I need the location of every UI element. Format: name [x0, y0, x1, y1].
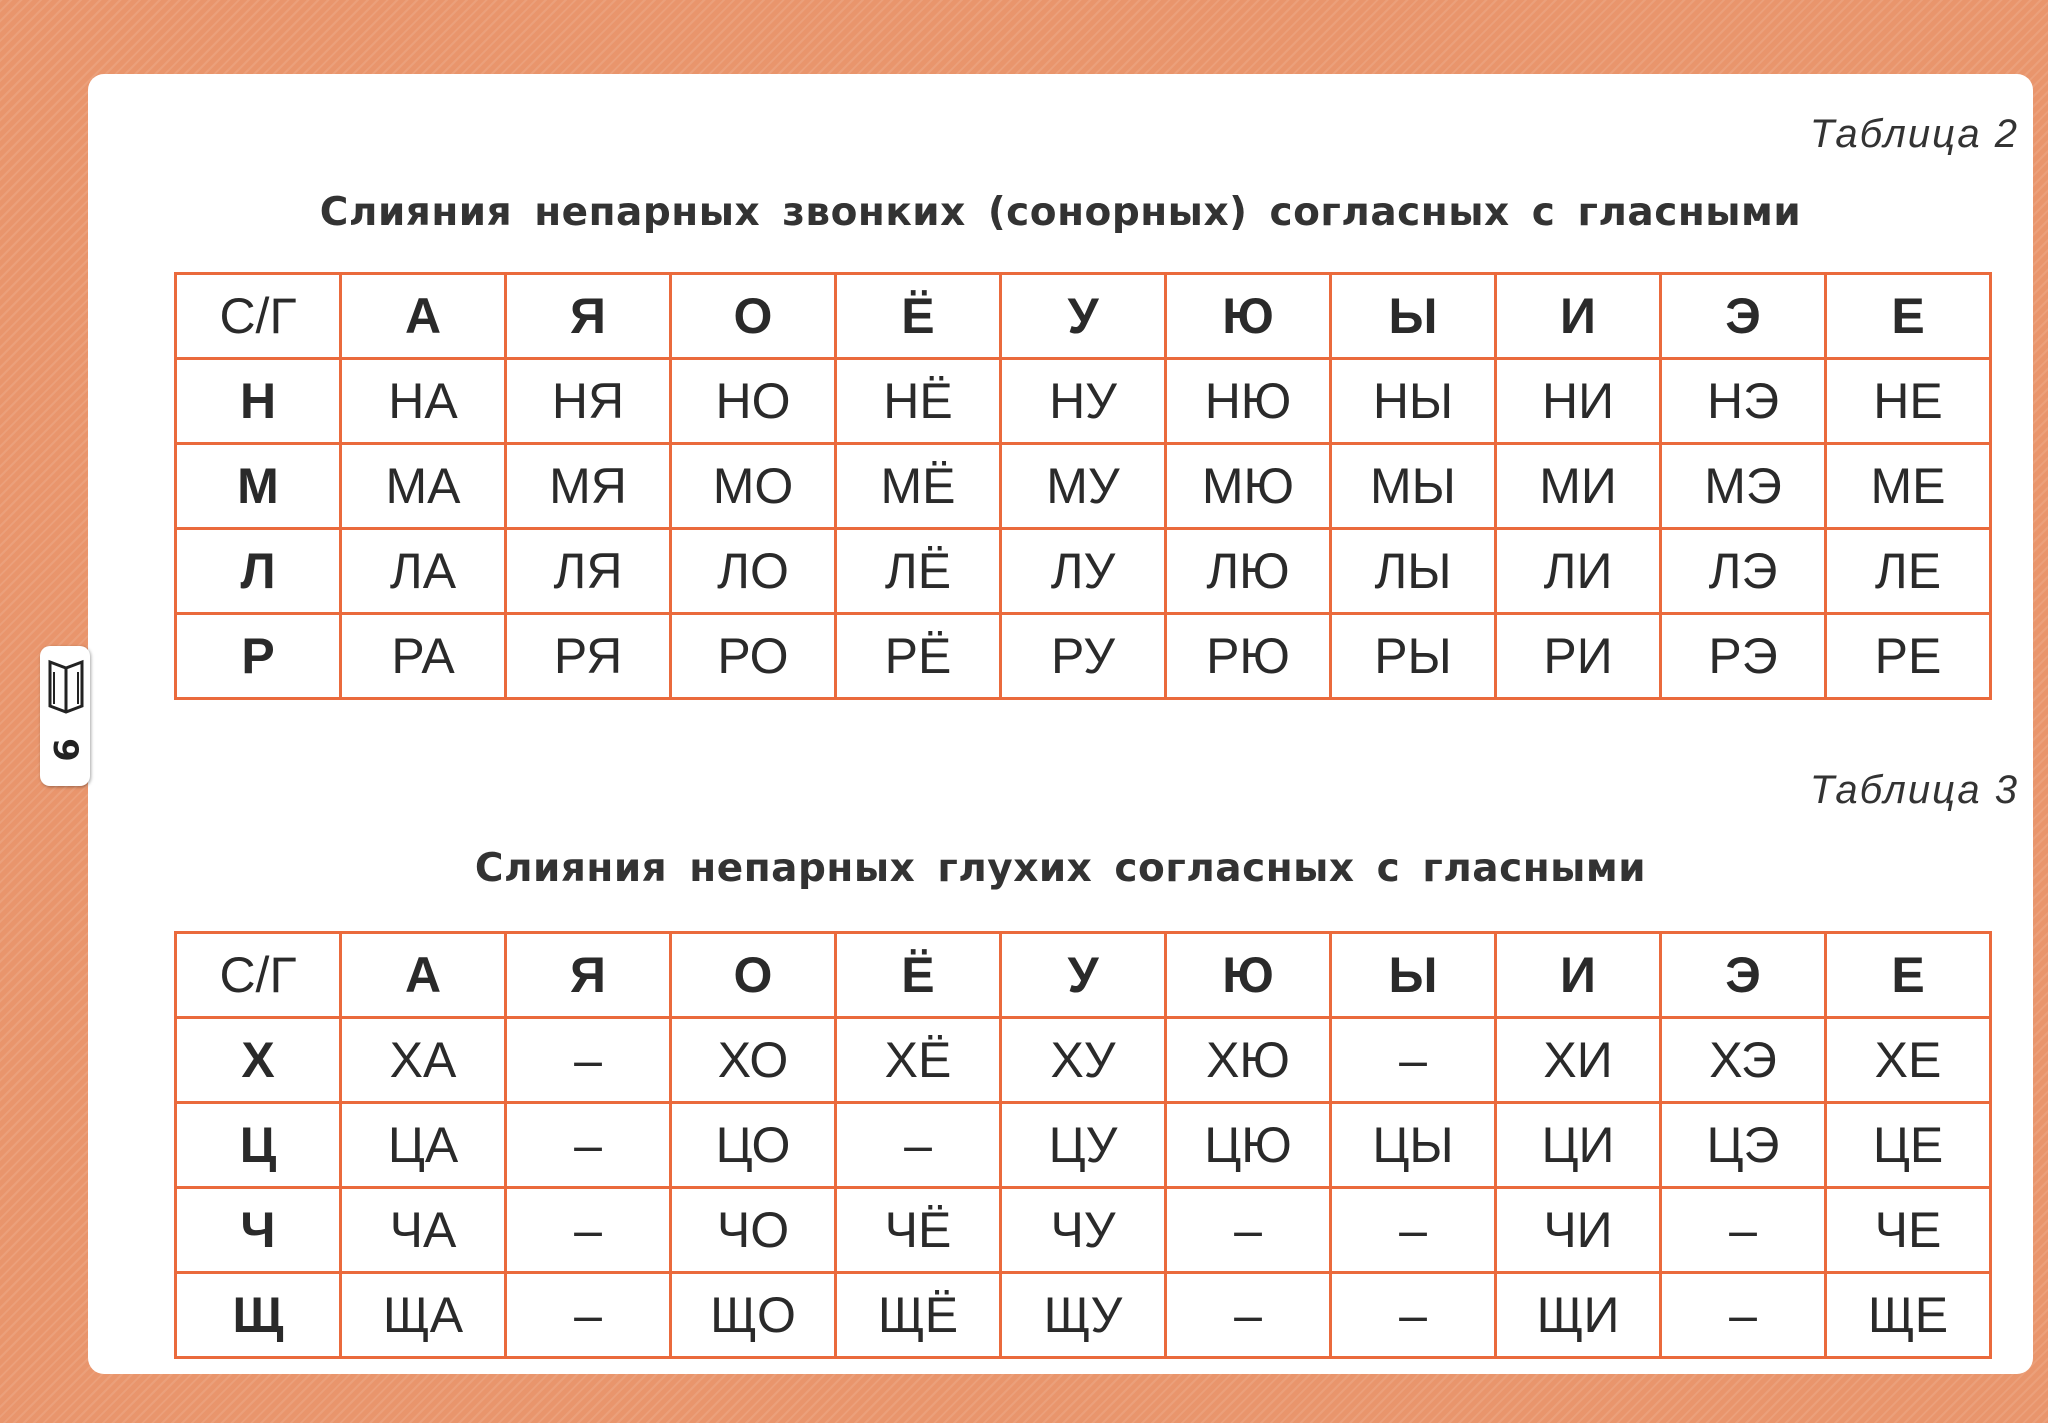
syllable-cell: ЩА: [341, 1273, 506, 1358]
syllable-cell: НЭ: [1661, 359, 1826, 444]
syllable-cell: ХЭ: [1661, 1018, 1826, 1103]
vowel-header-cell: Я: [506, 933, 671, 1018]
syllable-cell: ЧЕ: [1826, 1188, 1991, 1273]
table-row: [176, 529, 1991, 614]
syllable-cell: НЮ: [1166, 359, 1331, 444]
syllable-cell: –: [1166, 1188, 1331, 1273]
vowel-header-cell: Е: [1826, 933, 1991, 1018]
table-2: [174, 272, 1992, 700]
table-row: [176, 1273, 1991, 1358]
header-row: [176, 933, 1991, 1018]
consonant-cell: Н: [176, 359, 341, 444]
consonant-cell: М: [176, 444, 341, 529]
table-row: [176, 1018, 1991, 1103]
table-row: [176, 359, 1991, 444]
syllable-cell: ХИ: [1496, 1018, 1661, 1103]
vowel-header-cell: Э: [1661, 933, 1826, 1018]
vowel-header-cell: Ю: [1166, 274, 1331, 359]
syllable-cell: –: [1331, 1188, 1496, 1273]
vowel-header-cell: А: [341, 274, 506, 359]
syllable-cell: МЕ: [1826, 444, 1991, 529]
syllable-cell: ЦЕ: [1826, 1103, 1991, 1188]
vowel-header-cell: Ы: [1331, 274, 1496, 359]
syllable-cell: МЫ: [1331, 444, 1496, 529]
syllable-cell: НЕ: [1826, 359, 1991, 444]
syllable-cell: МЯ: [506, 444, 671, 529]
vowel-header-cell: А: [341, 933, 506, 1018]
syllable-cell: МЮ: [1166, 444, 1331, 529]
vowel-header-cell: У: [1001, 933, 1166, 1018]
syllable-cell: ХЕ: [1826, 1018, 1991, 1103]
consonant-cell: Щ: [176, 1273, 341, 1358]
syllable-cell: РУ: [1001, 614, 1166, 699]
book-icon: [46, 656, 86, 716]
vowel-header-cell: Ё: [836, 933, 1001, 1018]
page-number: 9: [45, 738, 85, 762]
syllable-cell: –: [1661, 1273, 1826, 1358]
table-row: [176, 614, 1991, 699]
vowel-header-cell: Ё: [836, 274, 1001, 359]
vowel-header-cell: У: [1001, 274, 1166, 359]
syllable-cell: НО: [671, 359, 836, 444]
syllable-cell: МО: [671, 444, 836, 529]
header-row: [176, 274, 1991, 359]
syllable-cell: –: [836, 1103, 1001, 1188]
syllable-cell: –: [1331, 1273, 1496, 1358]
vowel-header-cell: И: [1496, 933, 1661, 1018]
vowel-header-cell: Ы: [1331, 933, 1496, 1018]
syllable-cell: НИ: [1496, 359, 1661, 444]
syllable-cell: МИ: [1496, 444, 1661, 529]
syllable-cell: –: [506, 1188, 671, 1273]
syllable-cell: ЧО: [671, 1188, 836, 1273]
syllable-cell: НЫ: [1331, 359, 1496, 444]
consonant-cell: Л: [176, 529, 341, 614]
syllable-cell: ЧИ: [1496, 1188, 1661, 1273]
syllable-cell: РЭ: [1661, 614, 1826, 699]
syllable-cell: ЧА: [341, 1188, 506, 1273]
corner-cell: С/Г: [176, 274, 341, 359]
table-row: [176, 1103, 1991, 1188]
syllable-cell: ЛО: [671, 529, 836, 614]
syllable-cell: МА: [341, 444, 506, 529]
syllable-cell: ЩУ: [1001, 1273, 1166, 1358]
syllable-cell: ЦО: [671, 1103, 836, 1188]
consonant-cell: Р: [176, 614, 341, 699]
syllable-cell: ХА: [341, 1018, 506, 1103]
syllable-cell: ЛЕ: [1826, 529, 1991, 614]
syllable-cell: ЛЭ: [1661, 529, 1826, 614]
syllable-cell: РА: [341, 614, 506, 699]
syllable-cell: РЁ: [836, 614, 1001, 699]
syllable-cell: РЫ: [1331, 614, 1496, 699]
vowel-header-cell: Э: [1661, 274, 1826, 359]
syllable-cell: МУ: [1001, 444, 1166, 529]
vowel-header-cell: О: [671, 274, 836, 359]
syllable-cell: ЦУ: [1001, 1103, 1166, 1188]
syllable-cell: –: [506, 1103, 671, 1188]
vowel-header-cell: Я: [506, 274, 671, 359]
table-3: [174, 931, 1992, 1359]
table-3-title: Слияния непарных глухих согласных с гласными: [474, 846, 1647, 891]
syllable-cell: НЯ: [506, 359, 671, 444]
syllable-cell: ЛИ: [1496, 529, 1661, 614]
syllable-cell: ЛУ: [1001, 529, 1166, 614]
syllable-cell: ХЁ: [836, 1018, 1001, 1103]
vowel-header-cell: Е: [1826, 274, 1991, 359]
syllable-cell: ЦЫ: [1331, 1103, 1496, 1188]
syllable-cell: МЭ: [1661, 444, 1826, 529]
consonant-cell: Ч: [176, 1188, 341, 1273]
syllable-cell: ЩЕ: [1826, 1273, 1991, 1358]
syllable-cell: –: [1661, 1188, 1826, 1273]
syllable-cell: ЧУ: [1001, 1188, 1166, 1273]
table-3-label: Таблица 3: [1809, 768, 2019, 812]
table-row: [176, 444, 1991, 529]
syllable-cell: –: [506, 1273, 671, 1358]
syllable-cell: –: [1331, 1018, 1496, 1103]
table-2-title: Слияния непарных звонких (сонорных) согласных с гласными: [319, 190, 1802, 235]
table-row: [176, 1188, 1991, 1273]
vowel-header-cell: О: [671, 933, 836, 1018]
syllable-cell: РО: [671, 614, 836, 699]
syllable-cell: ХО: [671, 1018, 836, 1103]
syllable-cell: ЧЁ: [836, 1188, 1001, 1273]
syllable-cell: ЛЯ: [506, 529, 671, 614]
syllable-cell: –: [506, 1018, 671, 1103]
vowel-header-cell: И: [1496, 274, 1661, 359]
syllable-cell: ЛЁ: [836, 529, 1001, 614]
syllable-cell: НУ: [1001, 359, 1166, 444]
syllable-cell: ЦЭ: [1661, 1103, 1826, 1188]
syllable-cell: ХУ: [1001, 1018, 1166, 1103]
consonant-cell: Х: [176, 1018, 341, 1103]
vowel-header-cell: Ю: [1166, 933, 1331, 1018]
syllable-cell: РИ: [1496, 614, 1661, 699]
syllable-cell: РЮ: [1166, 614, 1331, 699]
syllable-cell: ЩИ: [1496, 1273, 1661, 1358]
table-2-label: Таблица 2: [1809, 112, 2019, 156]
page-card: [88, 74, 2033, 1374]
corner-cell: С/Г: [176, 933, 341, 1018]
syllable-cell: ЦИ: [1496, 1103, 1661, 1188]
syllable-cell: ЛЫ: [1331, 529, 1496, 614]
syllable-cell: РЯ: [506, 614, 671, 699]
syllable-cell: НА: [341, 359, 506, 444]
consonant-cell: Ц: [176, 1103, 341, 1188]
syllable-cell: ЦЮ: [1166, 1103, 1331, 1188]
syllable-cell: ЛА: [341, 529, 506, 614]
syllable-cell: ЛЮ: [1166, 529, 1331, 614]
syllable-cell: НЁ: [836, 359, 1001, 444]
syllable-cell: ХЮ: [1166, 1018, 1331, 1103]
syllable-cell: –: [1166, 1273, 1331, 1358]
syllable-cell: ЩЁ: [836, 1273, 1001, 1358]
syllable-cell: МЁ: [836, 444, 1001, 529]
syllable-cell: ЦА: [341, 1103, 506, 1188]
syllable-cell: ЩО: [671, 1273, 836, 1358]
syllable-cell: РЕ: [1826, 614, 1991, 699]
